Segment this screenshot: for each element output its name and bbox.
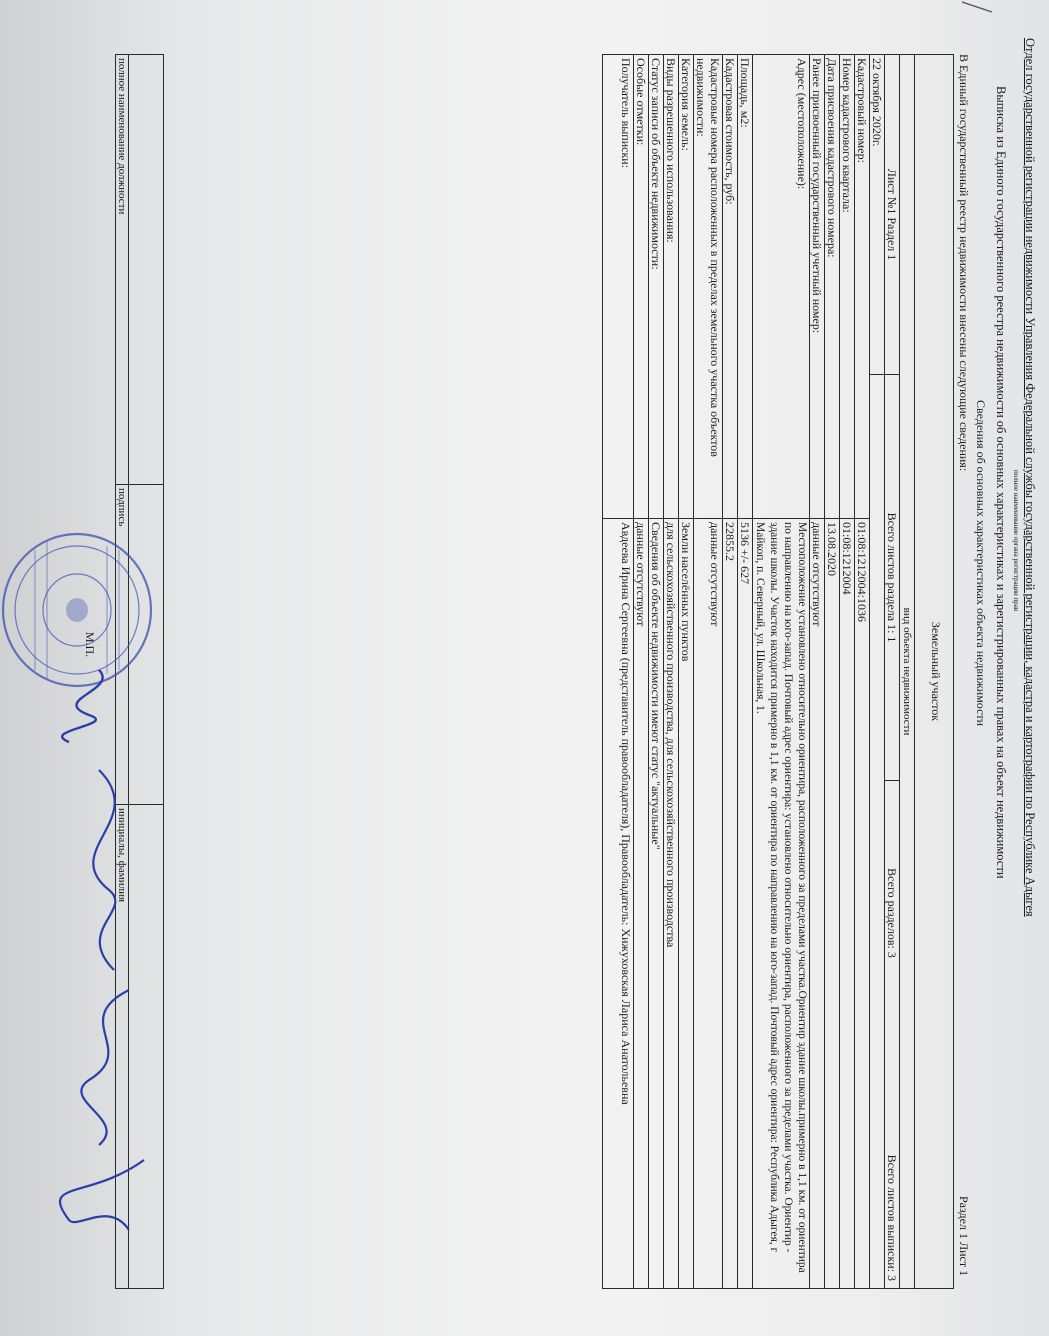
row-value: данные отсутствуют	[634, 519, 649, 1289]
object-kind-caption-row	[900, 55, 915, 1289]
section-title: Сведения об основных характеристиках объекта недвижимости	[974, 400, 988, 727]
table-row	[649, 55, 664, 1289]
seal-caption: М.П.	[83, 631, 98, 658]
row-value: 22855.2	[723, 519, 738, 1289]
row-value: Авдеева Ирина Сергеевна (представитель правообладателя), Правообладатель: Хижуховская Лариса Анатольевна	[603, 519, 634, 1289]
department-name: Отдел государственной регистрации недвижимости Управления Федеральной службы государственной регистрации, кадастра и картографии по Республике Адыгея	[1023, 38, 1037, 917]
sheets-total: Всего листов выписки: 3	[885, 1154, 899, 1282]
row-label: Категория земель:	[679, 55, 694, 519]
row-value: 01:08:1212004	[840, 519, 855, 1289]
row-value: Местоположение установлено относительно ориентира, расположенного за пределами участка.Ориентир здание школы.примерно в 1,1 км. от ориентира по направлению на юго-запад. Почтовый адрес ориентира: установлено относительно ориентира, расположенного за пределами участка. Ориентир - здание школы. Участок находится примерно в 1,1 км. от ориентира по направлению на юго-запад. Почтовый адрес ориентира: Республика Адыгея, г Майкоп, п. Северный, ул. Школьная, 1.	[753, 519, 810, 1289]
extract-title: Выписка из Единого государственного реестра недвижимости об основных характеристиках и зарегистрированных правах на объект недвижимости	[994, 86, 1008, 879]
row-label: Статус записи об объекте недвижимости:	[649, 55, 664, 519]
date-row	[870, 55, 885, 1289]
position-cell	[129, 55, 164, 485]
row-label: Площадь, м2:	[738, 55, 753, 519]
row-value: 13.08.2020	[825, 519, 840, 1289]
row-label: Получатель выписки:	[603, 55, 634, 519]
object-kind-row	[915, 55, 954, 1289]
table-row	[603, 55, 634, 1289]
table-row	[825, 55, 840, 1289]
table-row	[810, 55, 825, 1289]
row-label: Ранее присвоенный государственный учетный номер:	[810, 55, 825, 519]
sheet-label: Лист №1 Раздел 1	[885, 55, 900, 375]
table-row	[664, 55, 679, 1289]
object-characteristics-table	[602, 54, 954, 1289]
row-value: Земли населённых пунктов	[679, 519, 694, 1289]
row-value: 5136 +/- 627	[738, 519, 753, 1289]
table-row	[679, 55, 694, 1289]
row-value: данные отсутствуют	[694, 519, 723, 1289]
row-label: Кадастровые номера расположенных в пределах земельного участка объектов недвижимости:	[694, 55, 723, 519]
official-seal-stamp	[0, 520, 159, 750]
department-caption: полное наименование органа регистрации прав	[1012, 470, 1020, 612]
row-label: Адрес (местоположение):	[753, 55, 810, 519]
row-value: данные отсутствуют	[810, 519, 825, 1289]
sections-total: Всего разделов: 3	[885, 868, 899, 958]
table-row	[840, 55, 855, 1289]
table-row	[738, 55, 753, 1289]
sheets-in-section: Всего листов раздела 1: 1	[885, 375, 900, 781]
intro-text: В Единый государственный реестр недвижимости внесены следующие сведения:	[957, 54, 971, 472]
object-kind: Земельный участок	[929, 621, 943, 722]
sheet-meta-cell	[885, 781, 900, 1289]
row-label: Кадастровая стоимость, руб:	[723, 55, 738, 519]
table-row	[694, 55, 723, 1289]
row-label: Кадастровый номер:	[855, 55, 870, 519]
row-label: Особые отметки:	[634, 55, 649, 519]
section-page: Раздел 1 Лист 1	[957, 1196, 971, 1277]
table-row	[634, 55, 649, 1289]
object-kind-caption: вид объекта недвижимости	[901, 607, 913, 736]
row-label: Дата присвоения кадастрового номера:	[825, 55, 840, 519]
extract-date: 22 октября 2020г.	[870, 55, 885, 375]
row-value: 01:08:1212004:1036	[855, 519, 870, 1289]
table-row	[855, 55, 870, 1289]
handwritten-signature	[19, 760, 169, 1240]
table-row	[723, 55, 738, 1289]
row-value: для сельскохозяйственного производства, для сельскохозяйственного производства	[664, 519, 679, 1289]
sheet-info-row	[885, 55, 900, 1289]
row-value: Сведения об объекте недвижимости имеют статус "актуальные"	[649, 519, 664, 1289]
row-label: Виды разрешенного использования:	[664, 55, 679, 519]
initials-caption: инициалы, фамилия	[116, 805, 129, 1289]
table-row	[753, 55, 810, 1289]
signature-caption: подпись	[116, 485, 129, 805]
position-caption: полное наименование должности	[116, 55, 129, 485]
row-label: Номер кадастрового квартала:	[840, 55, 855, 519]
